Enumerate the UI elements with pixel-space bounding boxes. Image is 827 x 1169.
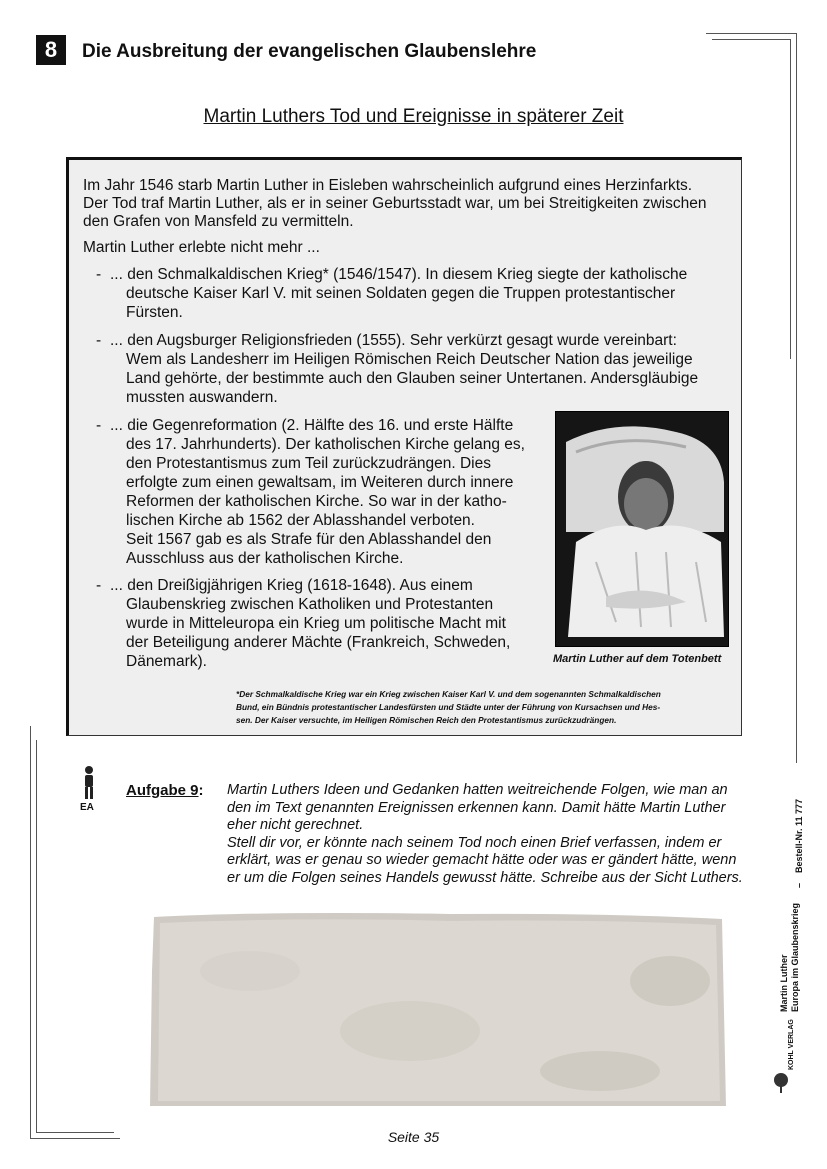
sidebar-title-line: Europa im Glaubenskrieg — [790, 902, 800, 1012]
bullet-line: Seit 1567 gab es als Strafe für den Ablasshandel den — [126, 531, 492, 548]
bullet-line: der Beteiligung anderer Mächte (Frankreich, Schweden, — [126, 634, 511, 651]
task-line: erklärt, was er genau so wieder gemacht hätte oder was er gändert hätte, wenn — [227, 852, 737, 868]
bullet-line: deutsche Kaiser Karl V. mit seinen Soldaten gegen die Truppen protestantischer — [126, 285, 676, 302]
writing-paper-area[interactable] — [150, 911, 726, 1106]
task-line: Martin Luthers Ideen und Gedanken hatten weitreichende Folgen, wie man an — [227, 782, 728, 798]
bullet-line: Glaubenskrieg zwischen Katholiken und Protestanten — [126, 596, 494, 613]
work-mode-label: EA — [80, 802, 94, 813]
intro-line: Der Tod traf Martin Luther, als er in seiner Geburtsstadt war, um bei Streitigkeiten zwischen — [83, 195, 707, 212]
frame-line — [712, 39, 790, 40]
image-caption: Martin Luther auf dem Totenbett — [553, 653, 722, 665]
task-label-suffix: : — [198, 782, 204, 799]
person-icon — [80, 765, 98, 801]
sidebar-separator: – — [794, 882, 804, 888]
bullet-line: ... den Augsburger Religionsfrieden (1555). Sehr verkürzt gesagt wurde vereinbart: — [110, 332, 677, 349]
page-number: Seite 35 — [387, 1129, 440, 1145]
bullet-line: Land gehörte, der bestimmte auch den Glauben seiner Untertanen. Andersgläubige — [126, 370, 699, 387]
task-line: Stell dir vor, er könnte nach seinem Tod noch einen Brief verfassen, indem er — [227, 834, 722, 851]
chapter-title: Die Ausbreitung der evangelischen Glaubenslehre — [82, 41, 537, 62]
luther-deathbed-image — [555, 411, 729, 647]
bullet-line: wurde in Mitteleuropa ein Krieg um politische Macht mit — [126, 615, 506, 632]
bullet-line: des 17. Jahrhunderts). Der katholischen Kirche gelang es, — [126, 436, 525, 453]
frame-line — [790, 39, 791, 359]
bullet-line: den Protestantismus zum Teil zurückzudrängen. Dies — [126, 455, 491, 472]
task-label-text: Aufgabe 9 — [126, 782, 199, 799]
bullet-line: ... die Gegenreformation (2. Hälfte des 16. und erste Hälfte — [110, 417, 514, 434]
sidebar-title-line: Martin Luther — [779, 954, 789, 1012]
task-line: er um die Folgen seines Handels gewusst hätte. Schreibe aus der Sicht Luthers. — [227, 869, 743, 886]
bullet-line: ... den Schmalkaldischen Krieg* (1546/1547). In diesem Krieg siegte der katholische — [110, 266, 688, 283]
frame-line — [30, 726, 31, 1138]
bullet-dash: - — [96, 417, 102, 434]
task-line: eher nicht gerechnet. — [227, 817, 364, 833]
bullet-line: Ausschluss aus der katholischen Kirche. — [126, 550, 404, 567]
bullet-dash: - — [96, 266, 102, 283]
bullet-line: Reformen der katholischen Kirche. So war in der katho- — [126, 493, 507, 510]
page-subtitle: Martin Luthers Tod und Ereignisse in späterer Zeit — [203, 106, 624, 127]
footnote-line: *Der Schmalkaldische Krieg war ein Krieg zwischen Kaiser Karl V. und dem sogenannten Schmalkaldischen — [236, 689, 661, 699]
frame-line — [796, 33, 797, 763]
publisher-logo-text: KOHL VERLAG — [788, 1019, 795, 1070]
lead-line: Martin Luther erlebte nicht mehr ... — [83, 239, 320, 256]
frame-line — [36, 740, 37, 1132]
bullet-line: Wem als Landesherr im Heiligen Römischen Reich Deutscher Nation das jeweilige — [126, 351, 693, 368]
bullet-dash: - — [96, 332, 102, 349]
footnote — [236, 688, 736, 727]
bullet-line: Dänemark). — [126, 653, 207, 670]
frame-line — [706, 33, 796, 34]
task-line: den im Text genannten Ereignissen erkennen kann. Damit hätte Martin Luther — [227, 799, 726, 816]
footnote-line: sen. Der Kaiser versuchte, im Heiligen Römischen Reich den Protestantismus zurückzudrängen. — [236, 715, 617, 725]
chapter-number-badge: 8 — [36, 35, 66, 65]
bullet-line: mussten auswandern. — [126, 389, 278, 406]
bullet-line: lischen Kirche ab 1562 der Ablasshandel verboten. — [126, 512, 475, 529]
task-label — [126, 782, 204, 799]
bullet-dash: - — [96, 577, 102, 594]
order-number: Bestell-Nr. 11 777 — [794, 798, 804, 873]
footnote-line: Bund, ein Bündnis protestantischer Landesfürsten und Städte unter der Führung von Kursachsen und Hes- — [236, 702, 661, 712]
tree-logo-icon — [772, 1072, 790, 1094]
bullet-line: ... den Dreißigjährigen Krieg (1618-1648). Aus einem — [110, 577, 473, 594]
bullet-line: erfolgte zum einen gewaltsam, im Weiteren durch innere — [126, 474, 514, 491]
bullet-line: Fürsten. — [126, 304, 183, 321]
intro-line: den Grafen von Mansfeld zu vermitteln. — [83, 213, 354, 230]
task-text — [227, 782, 757, 887]
intro-line: Im Jahr 1546 starb Martin Luther in Eisleben wahrscheinlich aufgrund eines Herzinfarkts. — [83, 177, 693, 194]
